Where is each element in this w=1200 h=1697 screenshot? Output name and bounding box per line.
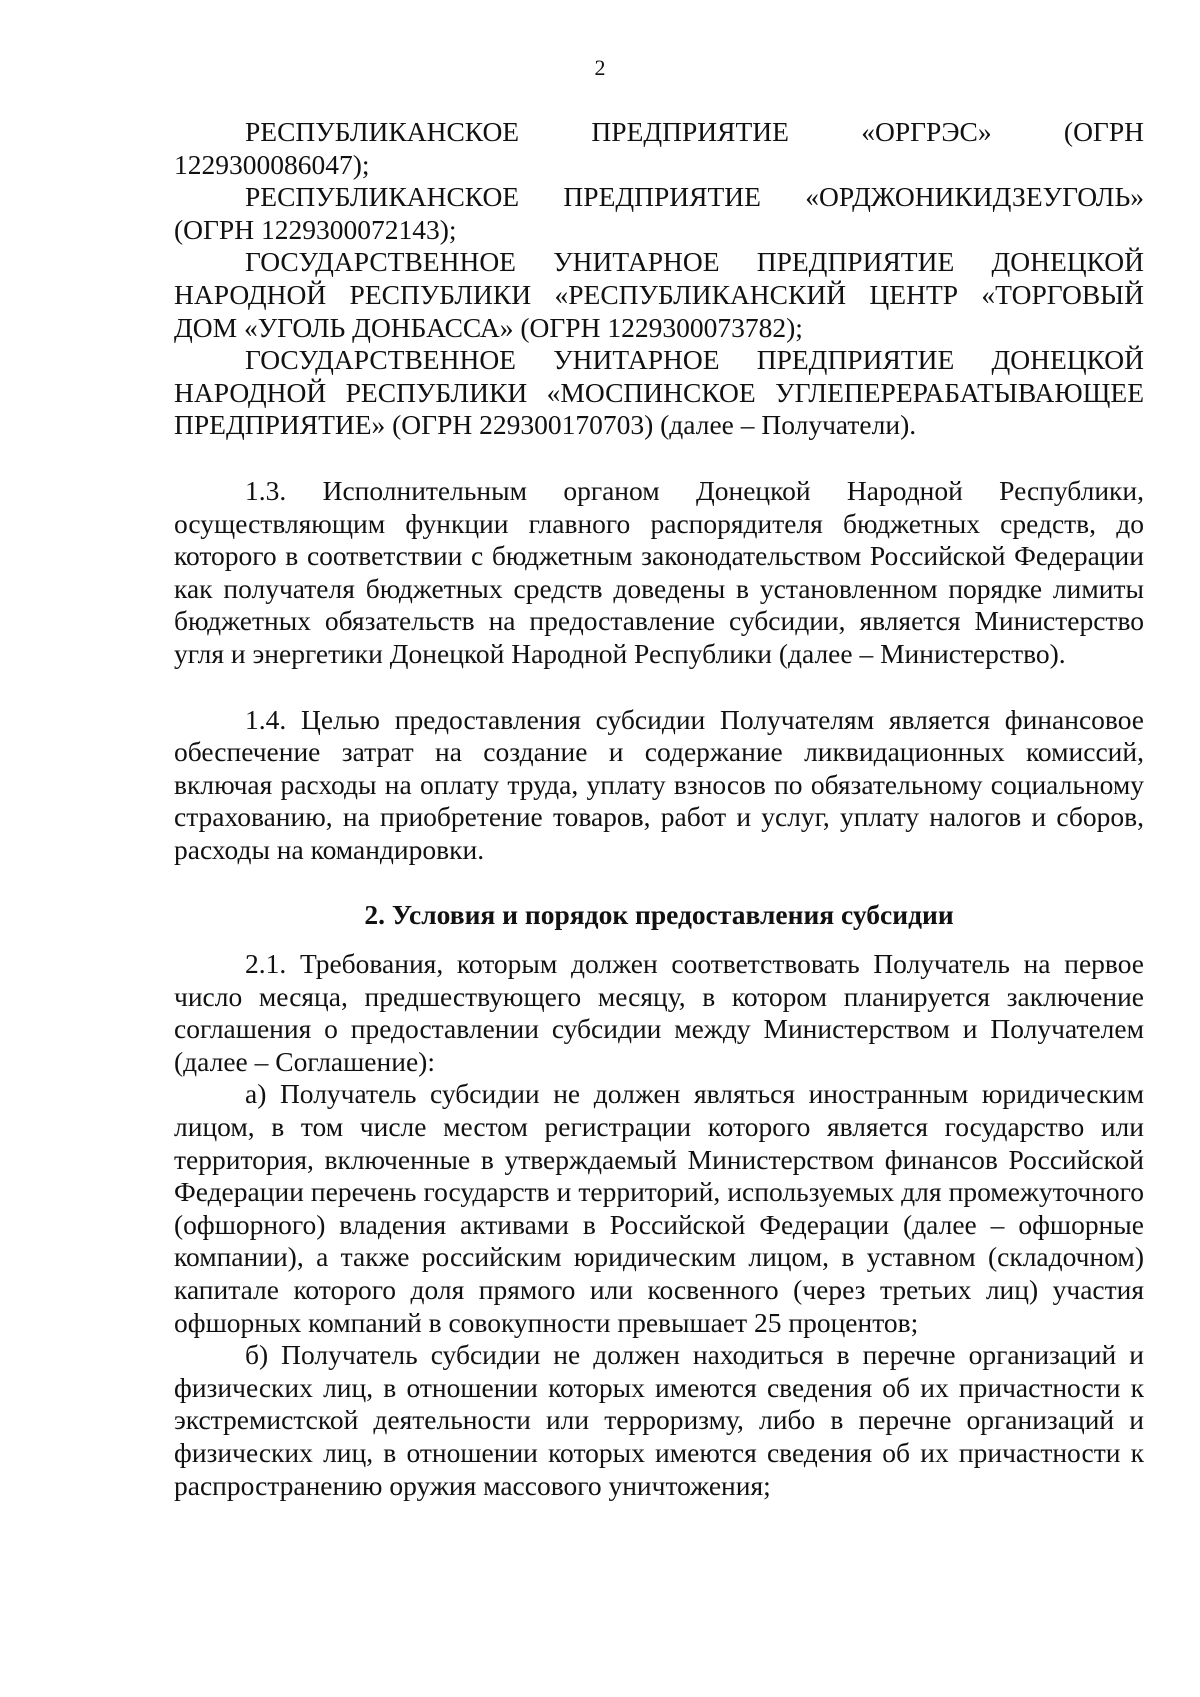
recipient-ordzhonikidzeugol: РЕСПУБЛИКАНСКОЕ ПРЕДПРИЯТИЕ «ОРДЖОНИКИДЗЕУГОЛЬ» (ОГРН 1229300072143); bbox=[174, 181, 1144, 245]
recipient-trade-house-ugol-donbassa: ГОСУДАРСТВЕННОЕ УНИТАРНОЕ ПРЕДПРИЯТИЕ ДОНЕЦКОЙ НАРОДНОЙ РЕСПУБЛИКИ «РЕСПУБЛИКАНСКИЙ ЦЕНТР «ТОРГОВЫЙ ДОМ «УГОЛЬ ДОНБАССА» (ОГРН 1229300073782); bbox=[174, 246, 1144, 343]
section-2-heading: 2. Условия и порядок предоставления субсидии bbox=[364, 899, 954, 931]
page-number: 2 bbox=[594, 55, 606, 80]
recipient-mospino-coal-processing: ГОСУДАРСТВЕННОЕ УНИТАРНОЕ ПРЕДПРИЯТИЕ ДОНЕЦКОЙ НАРОДНОЙ РЕСПУБЛИКИ «МОСПИНСКОЕ УГЛЕПЕРЕРАБАТЫВАЮЩЕЕ ПРЕДПРИЯТИЕ» (ОГРН 229300170703) (далее – Получатели). bbox=[174, 344, 1144, 441]
clause-2-1-b: б) Получатель субсидии не должен находиться в перечне организаций и физических лиц, в отношении которых имеются сведения об их причастности к экстремистской деятельности или терроризму, либо в перечне организаций и физических лиц, в отношении которых имеются сведения об их причастности к распространению оружия массового уничтожения; bbox=[174, 1339, 1144, 1501]
document-body bbox=[174, 116, 1144, 1502]
clause-1-3: 1.3. Исполнительным органом Донецкой Народной Республики, осуществляющим функции главного распорядителя бюджетных средств, до которого в соответствии с бюджетным законодательством Российской Федерации как получателя бюджетных средств доведены в установленном порядке лимиты бюджетных обязательств на предоставление субсидии, является Министерство угля и энергетики Донецкой Народной Республики (далее – Министерство). bbox=[174, 474, 1144, 669]
clause-1-4: 1.4. Целью предоставления субсидии Получателям является финансовое обеспечение затрат на создание и содержание ликвидационных комиссий, включая расходы на оплату труда, уплату взносов по обязательному социальному страхованию, на приобретение товаров, работ и услуг, уплату налогов и сборов, расходы на командировки. bbox=[174, 703, 1144, 865]
clause-2-1: 2.1. Требования, которым должен соответствовать Получатель на первое число месяца, предшествующего месяцу, в котором планируется заключение соглашения о предоставлении субсидии между Министерством и Получателем (далее – Соглашение): bbox=[174, 948, 1144, 1077]
clause-2-1-a: а) Получатель субсидии не должен являться иностранным юридическим лицом, в том числе местом регистрации которого является государство или территория, включенные в утверждаемый Министерством финансов Российской Федерации перечень государств и территорий, используемых для промежуточного (офшорного) владения активами в Российской Федерации (далее – офшорные компании), а также российским юридическим лицом, в уставном (складочном) капитале которого доля прямого или косвенного (через третьих лиц) участия офшорных компаний в совокупности превышает 25 процентов; bbox=[174, 1078, 1144, 1338]
recipient-orgres: РЕСПУБЛИКАНСКОЕ ПРЕДПРИЯТИЕ «ОРГРЭС» (ОГРН 1229300086047); bbox=[174, 116, 1144, 180]
